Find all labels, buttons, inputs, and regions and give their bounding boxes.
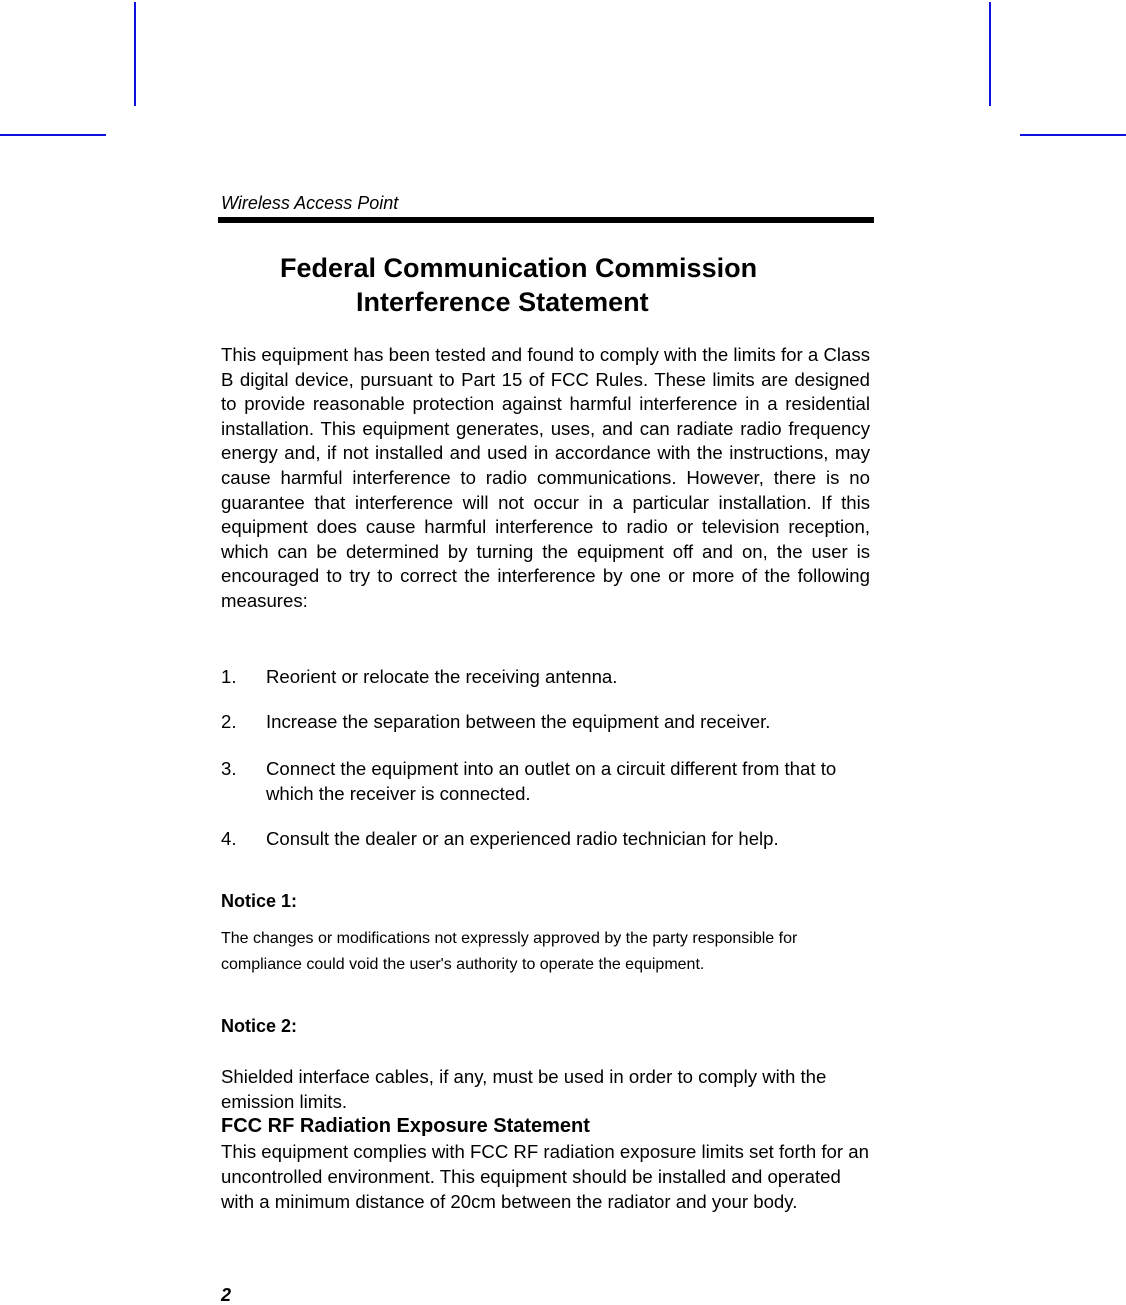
list-item xyxy=(221,709,870,734)
list-item-text: Reorient or relocate the receiving antenna. xyxy=(266,666,618,687)
crop-mark-top-right-vertical xyxy=(989,2,991,106)
list-item-text: Increase the separation between the equipment and receiver. xyxy=(266,711,771,732)
rf-statement-text: This equipment complies with FCC RF radiation exposure limits set forth for an uncontrolled environment. This equipment should be installed and operated with a minimum distance of 20cm between the radiator and your body. xyxy=(221,1141,869,1212)
header-rule xyxy=(218,217,874,223)
crop-mark-top-left-vertical xyxy=(134,2,136,106)
running-head: Wireless Access Point xyxy=(221,193,399,213)
crop-mark-top-right-horizontal xyxy=(1020,134,1126,136)
list-item-text: Connect the equipment into an outlet on a circuit different from that to which the receiver is connected. xyxy=(266,758,837,804)
list-item xyxy=(221,826,870,851)
notice2-text: Shielded interface cables, if any, must be used in order to comply with the emission limits. xyxy=(221,1066,827,1112)
notice1-text: The changes or modifications not expressly approved by the party responsible for compliance could void the user's authority to operate the equipment. xyxy=(221,930,798,973)
notice1-heading: Notice 1: xyxy=(221,891,298,911)
list-item-number: 4. xyxy=(221,828,237,849)
list-item-number: 2. xyxy=(221,711,237,732)
list-item xyxy=(221,756,870,806)
crop-mark-top-left-horizontal xyxy=(0,134,106,136)
list-item-number: 3. xyxy=(221,758,237,779)
notice2-heading: Notice 2: xyxy=(221,1016,298,1036)
page-number: 2 xyxy=(221,1285,232,1305)
list-item xyxy=(221,664,870,689)
page-title-line1: Federal Communication Commission xyxy=(280,253,758,283)
list-item-number: 1. xyxy=(221,666,237,687)
rf-statement-heading: FCC RF Radiation Exposure Statement xyxy=(221,1115,590,1137)
page-title-line2: Interference Statement xyxy=(356,287,649,317)
intro-paragraph: This equipment has been tested and found to comply with the limits for a Class B digital device, pursuant to Part 15 of FCC Rules. These limits are designed to provide reasonable protection against harmful interference in a residential installation. This equipment generates, uses, and can radiate radio frequency energy and, if not installed and used in accordance with the instructions, may cause harmful interference to radio communications. However, there is no guarantee that interference will not occur in a particular installation. If this equipment does cause harmful interference to radio or television reception, which can be determined by turning the equipment off and on, the user is encouraged to try to correct the interference by one or more of the following measures: xyxy=(221,344,870,611)
list-item-text: Consult the dealer or an experienced radio technician for help. xyxy=(266,828,779,849)
